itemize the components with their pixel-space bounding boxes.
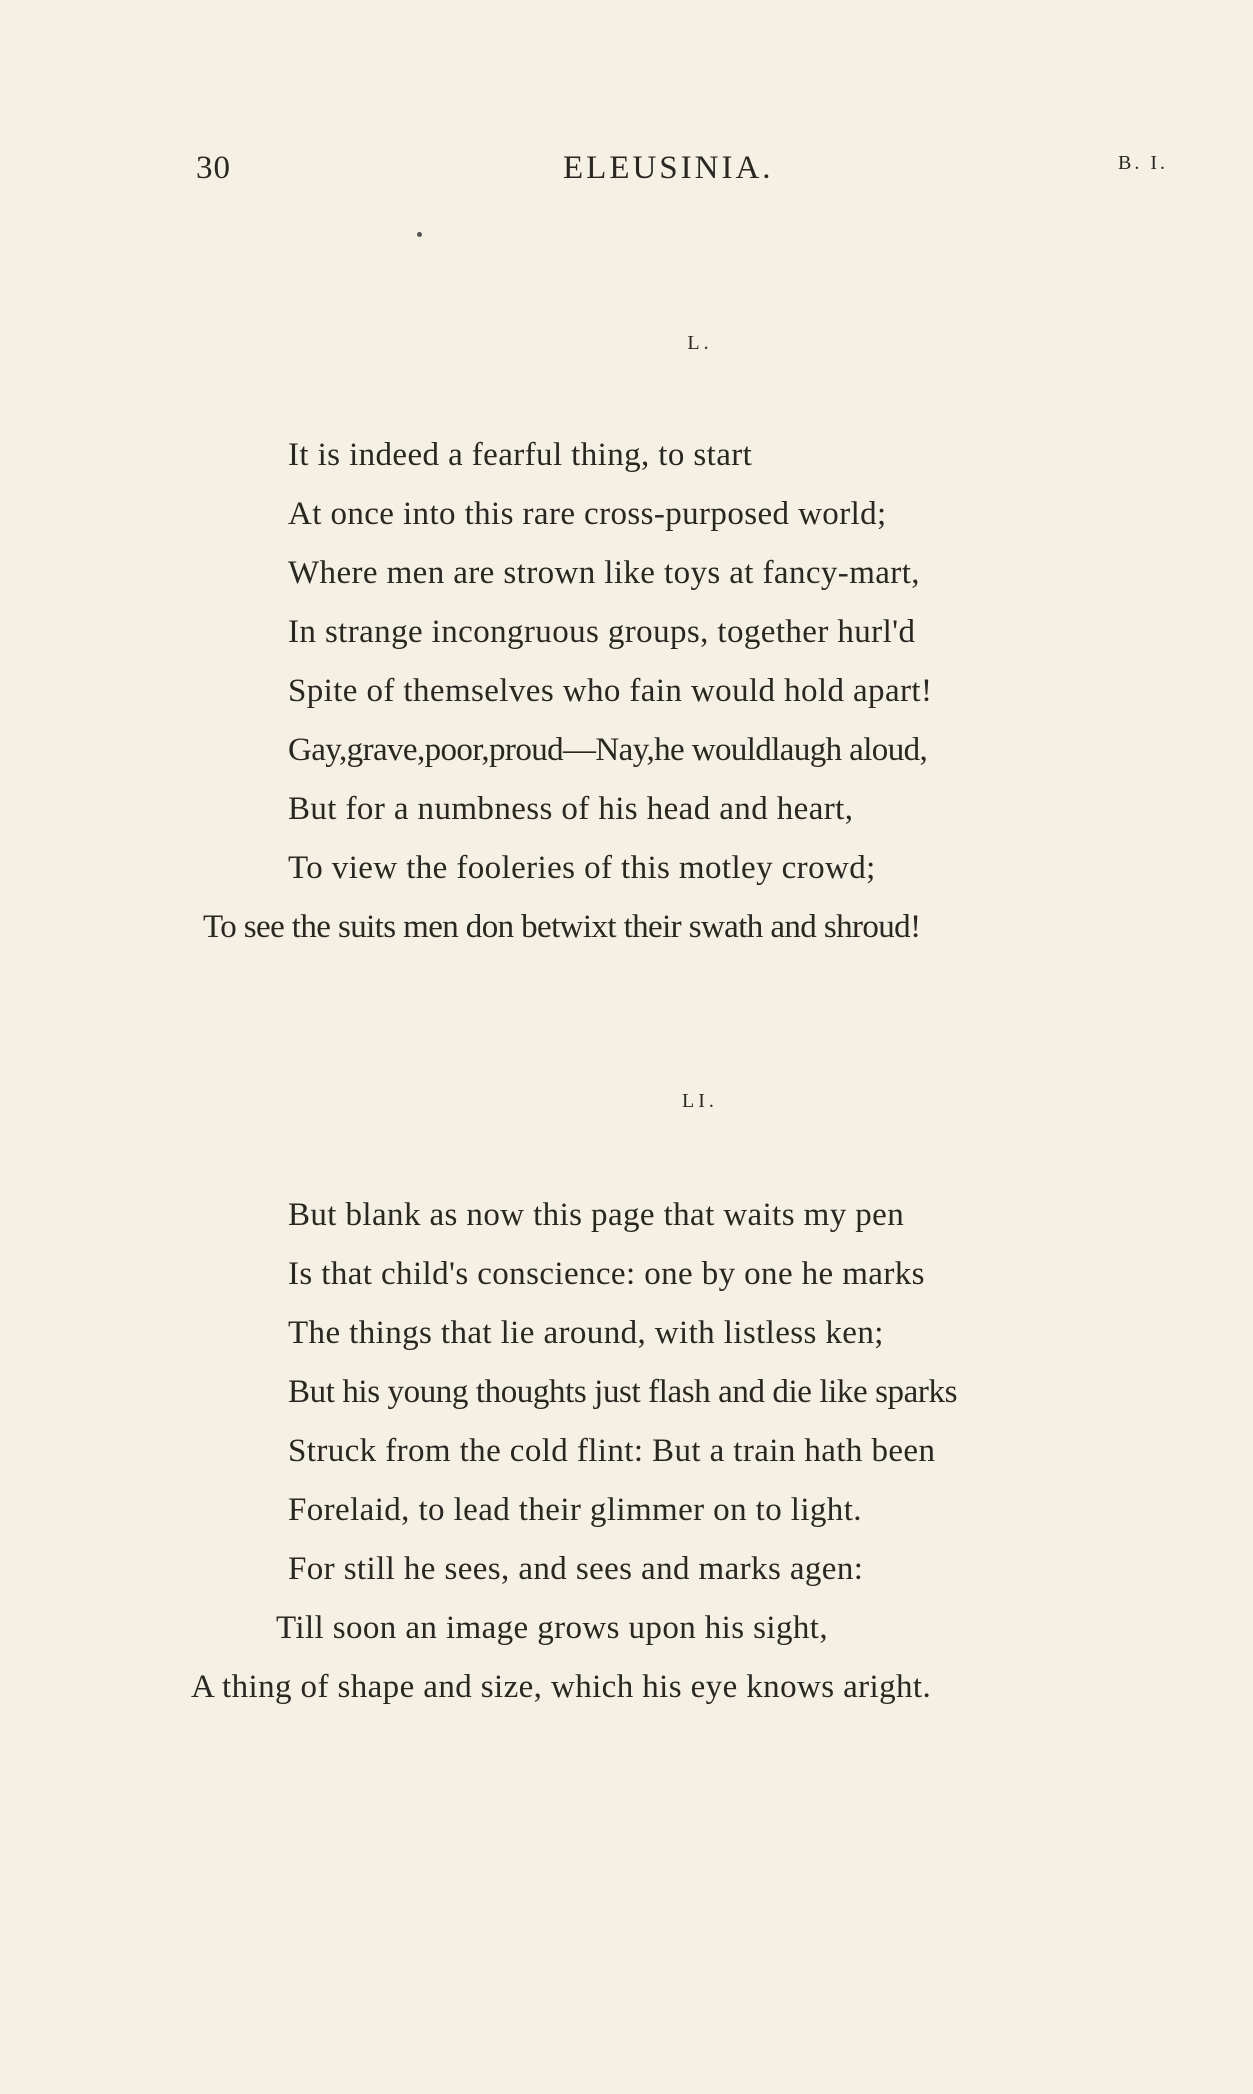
- verse-line: But blank as now this page that waits my pen: [288, 1197, 905, 1233]
- page-number: 30: [196, 150, 231, 186]
- verse-line: A thing of shape and size, which his eye knows aright.: [191, 1669, 932, 1705]
- verse-line: It is indeed a fearful thing, to start: [288, 437, 753, 473]
- ink-speck: [417, 232, 422, 237]
- running-head: [0, 150, 1253, 194]
- verse-line: To see the suits men don betwixt their swath and shroud!: [203, 909, 921, 945]
- verse-line: Forelaid, to lead their glimmer on to light.: [288, 1492, 862, 1528]
- verse-line: But his young thoughts just flash and die like sparks: [288, 1374, 958, 1410]
- running-title: ELEUSINIA.: [563, 150, 774, 186]
- verse-line: The things that lie around, with listless ken;: [288, 1315, 884, 1351]
- verse-line: But for a numbness of his head and heart,: [288, 791, 854, 827]
- verse-line: Struck from the cold flint: But a train hath been: [288, 1433, 936, 1469]
- verse-line: Till soon an image grows upon his sight,: [276, 1610, 828, 1646]
- stanza-number: LI.: [682, 1090, 718, 1112]
- book-marker: B. I.: [1118, 152, 1168, 174]
- verse-line: In strange incongruous groups, together hurl'd: [288, 614, 916, 650]
- verse-line: Is that child's conscience: one by one he marks: [288, 1256, 925, 1292]
- verse-line: Gay,grave,poor,proud—Nay,he wouldlaugh aloud,: [288, 732, 928, 768]
- verse-line: To view the fooleries of this motley crowd;: [288, 850, 876, 886]
- verse-line: For still he sees, and sees and marks agen:: [288, 1551, 864, 1587]
- verse-line: Where men are strown like toys at fancy-mart,: [288, 555, 920, 591]
- verse-line: Spite of themselves who fain would hold apart!: [288, 673, 933, 709]
- verse-line: At once into this rare cross-purposed world;: [288, 496, 887, 532]
- stanza-number: L.: [687, 332, 713, 354]
